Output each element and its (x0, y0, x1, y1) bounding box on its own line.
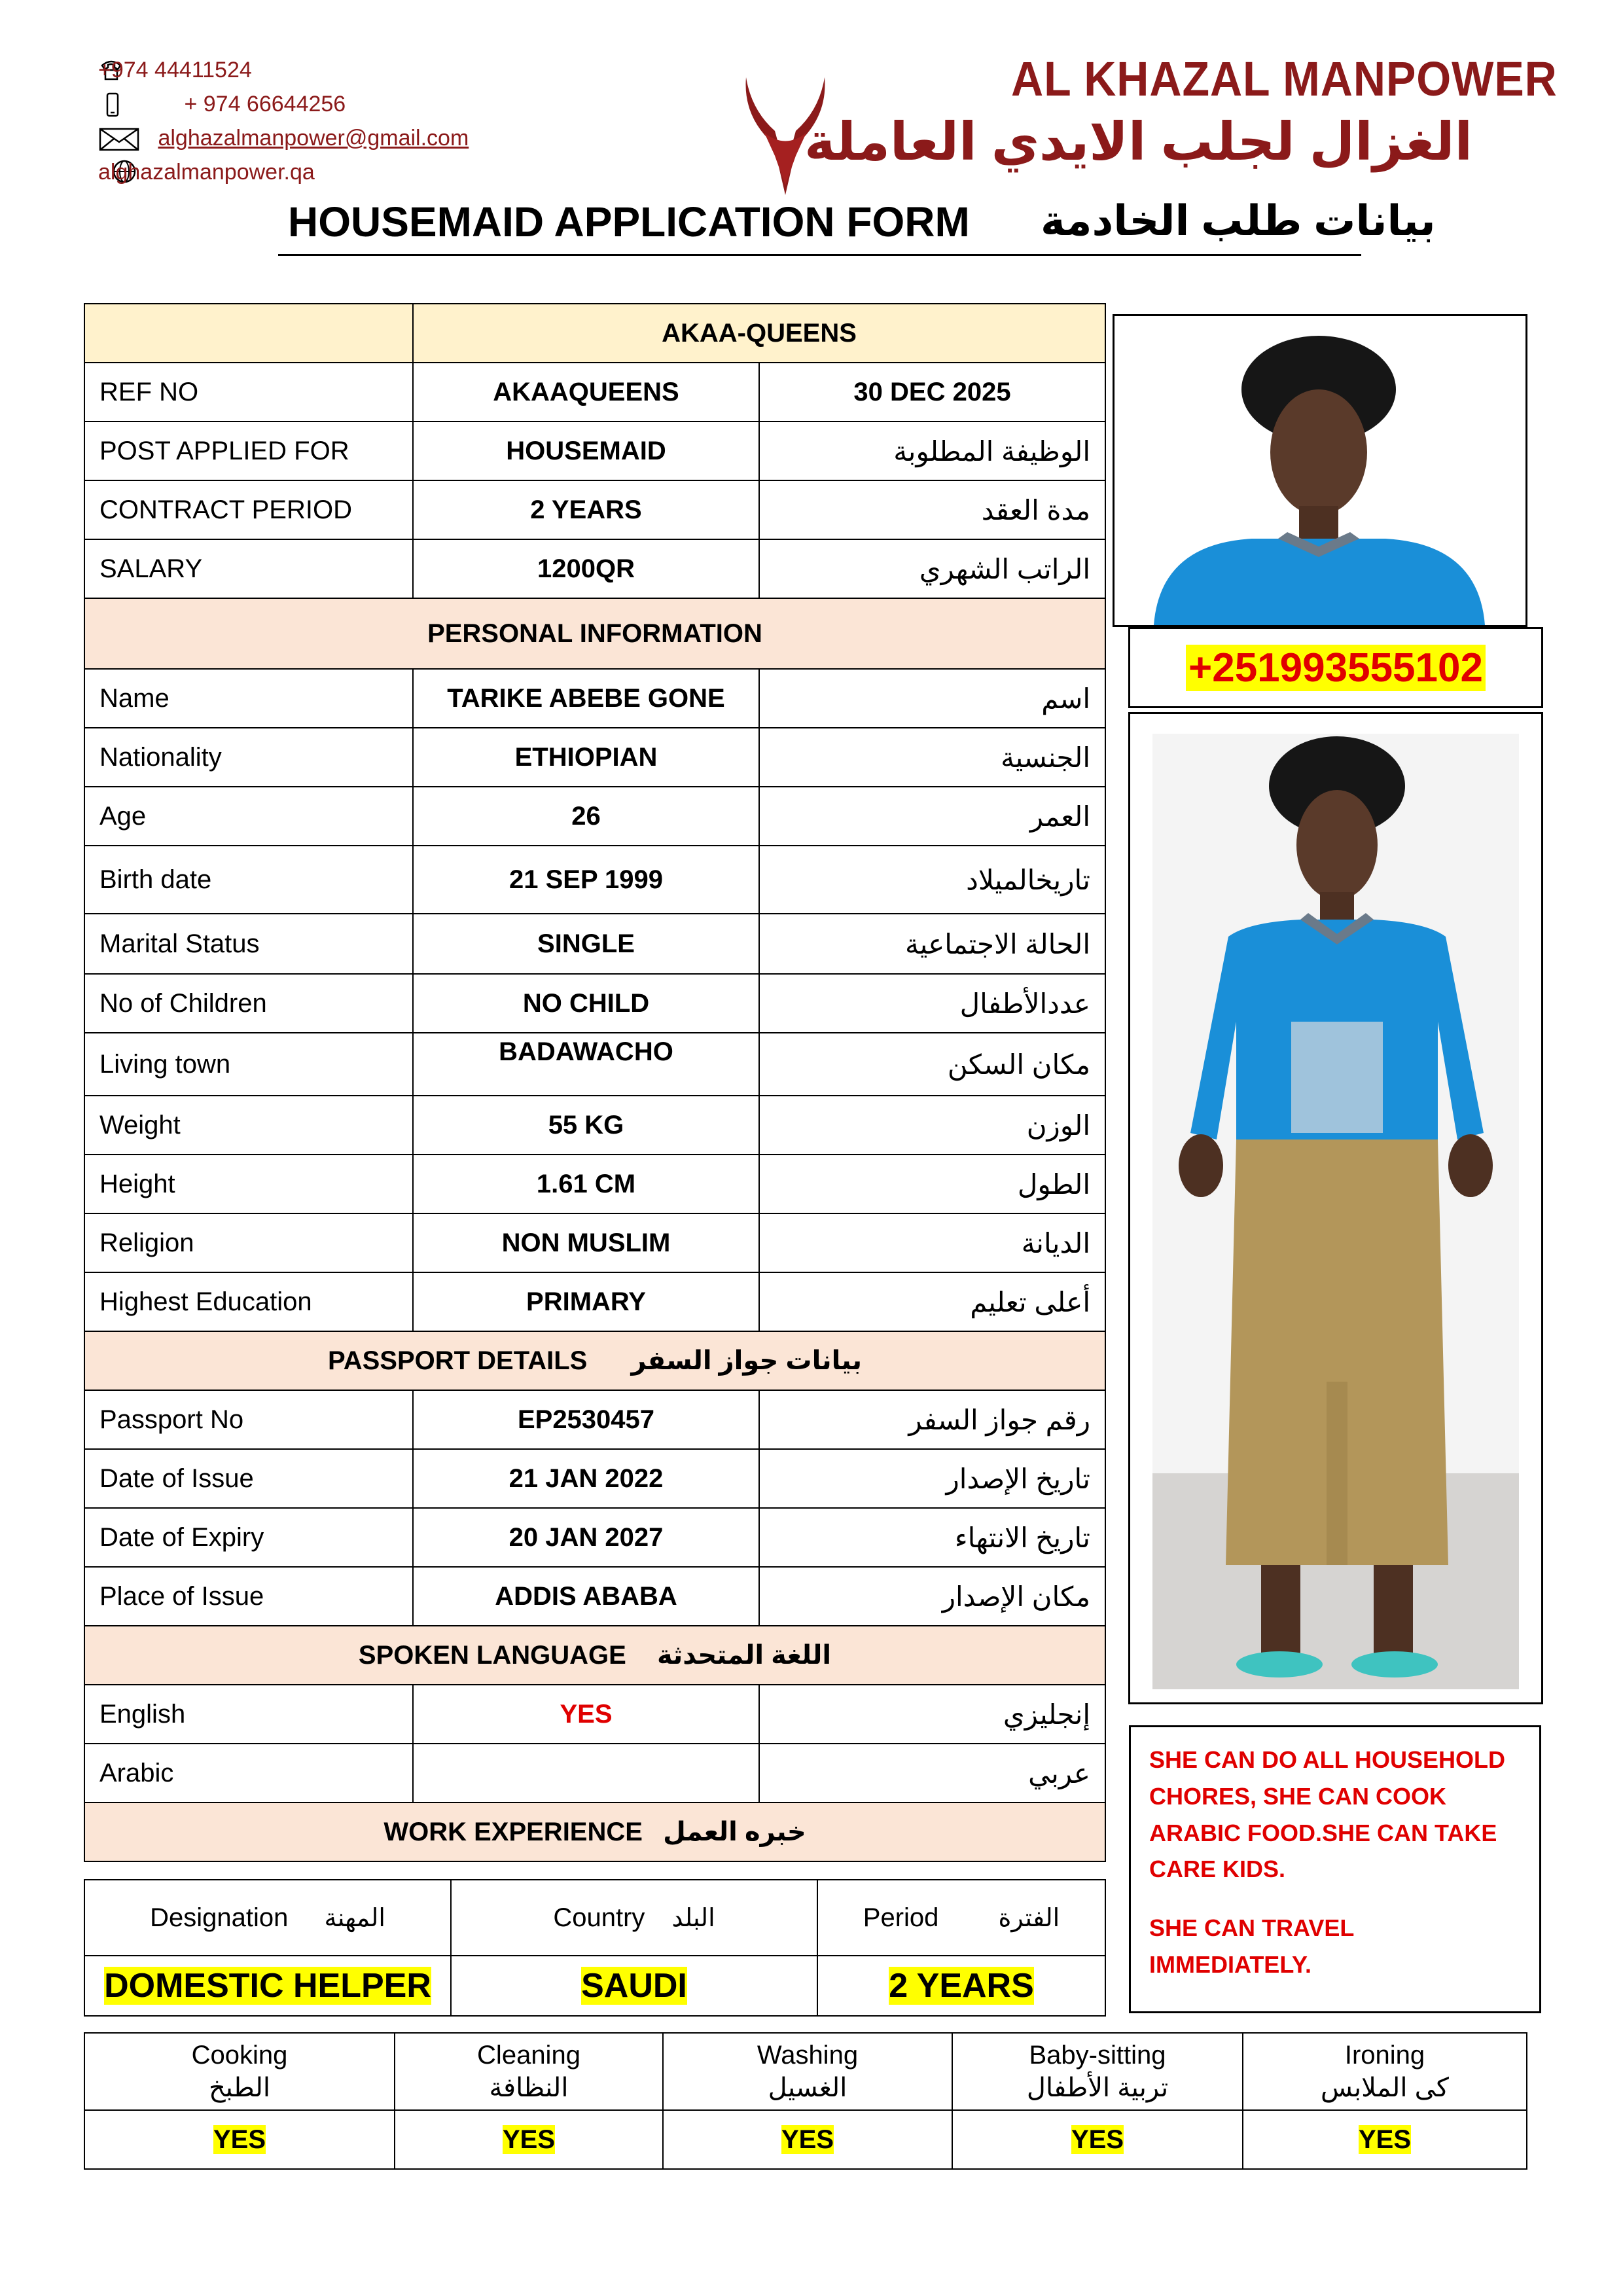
row-value: NO CHILD (413, 974, 759, 1033)
skill-value-cell (952, 2110, 1243, 2169)
skill-cell (952, 2033, 1243, 2110)
section-heading-en: WORK EXPERIENCE (383, 1818, 643, 1846)
experience-header-row (84, 1880, 1105, 1956)
experience-value-row (84, 1956, 1105, 2016)
contact-landline (98, 58, 252, 83)
row-label-ar: عربي (759, 1744, 1105, 1803)
experience-value (84, 1956, 451, 2016)
skill-label: Baby-sitting (1029, 2041, 1166, 2070)
table-row (84, 1449, 1105, 1508)
table-row (84, 480, 1105, 539)
skill-label-ar: النظافة (489, 2073, 569, 2102)
row-label: Nationality (84, 728, 413, 787)
row-value: 55 KG (413, 1096, 759, 1155)
skill-label: Washing (757, 2041, 859, 2070)
row-label-ar: أعلى تعليم (759, 1272, 1105, 1331)
contact-email (98, 126, 469, 152)
table-row (84, 1033, 1105, 1096)
skill-label-ar: الغسيل (768, 2073, 847, 2102)
row-value: PRIMARY (413, 1272, 759, 1331)
table-row (84, 363, 1105, 422)
experience-col (451, 1880, 817, 1956)
experience-table (84, 1879, 1106, 2017)
row-value: 20 JAN 2027 (413, 1508, 759, 1567)
row-label: POST APPLIED FOR (84, 422, 413, 480)
row-label: Date of Expiry (84, 1508, 413, 1567)
row-value (413, 1744, 759, 1803)
skill-cell (395, 2033, 663, 2110)
row-value: ADDIS ABABA (413, 1567, 759, 1626)
row-label: No of Children (84, 974, 413, 1033)
row-label: Date of Issue (84, 1449, 413, 1508)
full-body-photo (1128, 712, 1543, 1704)
experience-designation: DOMESTIC HELPER (104, 1967, 431, 2005)
row-label-ar: رقم جواز السفر (759, 1390, 1105, 1449)
row-label: Age (84, 787, 413, 846)
section-heading (84, 1626, 1105, 1685)
row-label: Highest Education (84, 1272, 413, 1331)
skill-value: YES (1358, 2125, 1412, 2154)
skill-label-ar: كى الملابس (1321, 2073, 1449, 2102)
row-label-ar: الراتب الشهري (759, 539, 1105, 598)
experience-col (817, 1880, 1105, 1956)
table-row (84, 787, 1105, 846)
portrait-photo (1113, 314, 1527, 627)
section-heading-ar: بيانات جواز السفر (631, 1346, 863, 1375)
skill-cell (1243, 2033, 1527, 2110)
row-label-ar: الوزن (759, 1096, 1105, 1155)
row-value: BADAWACHO (413, 1033, 759, 1096)
mobile-icon (98, 92, 127, 118)
section-heading-ar: خبره العمل (663, 1818, 806, 1846)
row-label-ar: تاريخ الانتهاء (759, 1508, 1105, 1567)
experience-value (451, 1956, 817, 2016)
row-value: ETHIOPIAN (413, 728, 759, 787)
row-label-ar: اسم (759, 669, 1105, 728)
row-label: Name (84, 669, 413, 728)
table-row (84, 539, 1105, 598)
contact-website (98, 160, 315, 185)
table-row (84, 1685, 1105, 1744)
section-heading-en: SPOKEN LANGUAGE (358, 1641, 626, 1670)
skill-label: Cleaning (477, 2041, 580, 2070)
form-title: HOUSEMAID APPLICATION FORM (288, 198, 970, 245)
skill-value: YES (1071, 2125, 1124, 2154)
row-value: EP2530457 (413, 1390, 759, 1449)
skill-cell (663, 2033, 952, 2110)
row-value: 2 YEARS (413, 480, 759, 539)
section-language (84, 1626, 1105, 1685)
row-value: 21 JAN 2022 (413, 1449, 759, 1508)
row-label-ar: مدة العقد (759, 480, 1105, 539)
experience-period: 2 YEARS (889, 1967, 1034, 2005)
website-text: alghazalmanpower.qa (98, 160, 315, 185)
table-row (84, 1567, 1105, 1626)
skill-value: YES (213, 2125, 266, 2154)
section-heading-en: PASSPORT DETAILS (327, 1346, 588, 1375)
contact-mobile (98, 92, 346, 118)
mobile-number: + 974 66644256 (184, 92, 346, 117)
table-row (84, 846, 1105, 914)
row-label: Place of Issue (84, 1567, 413, 1626)
experience-value (817, 1956, 1105, 2016)
experience-col-en: Designation (150, 1903, 289, 1932)
row-label-ar: الوظيفة المطلوبة (759, 422, 1105, 480)
landline-number: +974 44411524 (98, 58, 252, 82)
table-row (84, 422, 1105, 480)
skill-cell (84, 2033, 395, 2110)
table-row (84, 1155, 1105, 1213)
row-label-ar: مكان الإصدار (759, 1567, 1105, 1626)
row-label: English (84, 1685, 413, 1744)
section-experience (84, 1803, 1105, 1861)
row-label-ar: مكان السكن (759, 1033, 1105, 1096)
table-row (84, 974, 1105, 1033)
section-heading: PERSONAL INFORMATION (84, 598, 1105, 669)
table-row (84, 1213, 1105, 1272)
section-heading-ar: اللغة المتحدثة (656, 1641, 832, 1670)
title-underline (278, 254, 1361, 256)
row-label-ar: الطول (759, 1155, 1105, 1213)
row-label-ar: الجنسية (759, 728, 1105, 787)
row-label: Living town (84, 1033, 413, 1096)
row-label: CONTRACT PERIOD (84, 480, 413, 539)
row-value: AKAAQUEENS (413, 363, 759, 422)
note-skills: SHE CAN DO ALL HOUSEHOLD CHORES, SHE CAN COOK ARABIC FOOD.SHE CAN TAKE CARE KIDS. (1149, 1746, 1506, 1883)
brand-name-en: AL KHAZAL MANPOWER (1011, 52, 1558, 106)
table-row (84, 914, 1105, 974)
row-label-ar: الديانة (759, 1213, 1105, 1272)
row-label: SALARY (84, 539, 413, 598)
skill-value: YES (781, 2125, 834, 2154)
row-label: Religion (84, 1213, 413, 1272)
skill-label: Cooking (191, 2041, 288, 2070)
row-value: NON MUSLIM (413, 1213, 759, 1272)
row-value: TARIKE ABEBE GONE (413, 669, 759, 728)
agency-row (84, 304, 1105, 363)
experience-col-ar: المهنة (324, 1904, 385, 1932)
experience-col-en: Country (553, 1903, 645, 1932)
skill-value-cell (84, 2110, 395, 2169)
row-value: HOUSEMAID (413, 422, 759, 480)
row-value: 26 (413, 787, 759, 846)
agency-name: AKAA-QUEENS (413, 304, 1105, 363)
row-label-ar: العمر (759, 787, 1105, 846)
section-heading (84, 1331, 1105, 1390)
row-value: SINGLE (413, 914, 759, 974)
row-label: Height (84, 1155, 413, 1213)
mail-icon (98, 126, 140, 152)
skill-value-cell (1243, 2110, 1527, 2169)
skill-value-cell (395, 2110, 663, 2169)
ref-date: 30 DEC 2025 (759, 363, 1105, 422)
email-link[interactable]: alghazalmanpower@gmail.com (158, 126, 469, 151)
row-label: Passport No (84, 1390, 413, 1449)
candidate-phone-box (1128, 627, 1543, 708)
row-value: 1.61 CM (413, 1155, 759, 1213)
table-row (84, 1508, 1105, 1567)
row-value: YES (413, 1685, 759, 1744)
table-row (84, 1272, 1105, 1331)
table-row (84, 1744, 1105, 1803)
row-label: REF NO (84, 363, 413, 422)
note-travel: SHE CAN TRAVEL IMMEDIATELY. (1149, 1914, 1354, 1978)
experience-col-en: Period (863, 1903, 939, 1932)
section-heading (84, 1803, 1105, 1861)
candidate-phone: +251993555102 (1186, 645, 1486, 691)
row-label-ar: عددالأطفال (759, 974, 1105, 1033)
row-label: Weight (84, 1096, 413, 1155)
row-label-ar: تاريخ الإصدار (759, 1449, 1105, 1508)
section-personal (84, 598, 1105, 669)
skill-label-ar: الطبخ (208, 2073, 270, 2102)
application-table (84, 303, 1106, 1862)
row-label: Birth date (84, 846, 413, 914)
table-row (84, 728, 1105, 787)
table-row (84, 1096, 1105, 1155)
table-row (84, 669, 1105, 728)
skills-header-row (84, 2033, 1527, 2110)
table-row (84, 1390, 1105, 1449)
experience-col (84, 1880, 451, 1956)
experience-col-ar: البلد (671, 1904, 715, 1932)
row-label: Arabic (84, 1744, 413, 1803)
skills-value-row (84, 2110, 1527, 2169)
row-label-ar: الحالة الاجتماعية (759, 914, 1105, 974)
row-label-ar: إنجليزي (759, 1685, 1105, 1744)
skill-label: Ironing (1344, 2041, 1425, 2070)
form-title-ar: بيانات طلب الخادمة (1041, 197, 1436, 244)
row-value: 21 SEP 1999 (413, 846, 759, 914)
skill-value: YES (502, 2125, 556, 2154)
skill-value-cell (663, 2110, 952, 2169)
row-label-ar: تاريخالميلاد (759, 846, 1105, 914)
section-passport (84, 1331, 1105, 1390)
experience-col-ar: الفترة (998, 1904, 1060, 1932)
skills-table (84, 2032, 1527, 2170)
skill-label-ar: تربية الأطفال (1026, 2073, 1169, 2102)
row-label: Marital Status (84, 914, 413, 974)
row-value: 1200QR (413, 539, 759, 598)
experience-country: SAUDI (581, 1967, 687, 2005)
candidate-notes (1129, 1725, 1541, 2013)
brand-name-ar: الغزال لجلب الايدي العاملة (804, 113, 1472, 171)
